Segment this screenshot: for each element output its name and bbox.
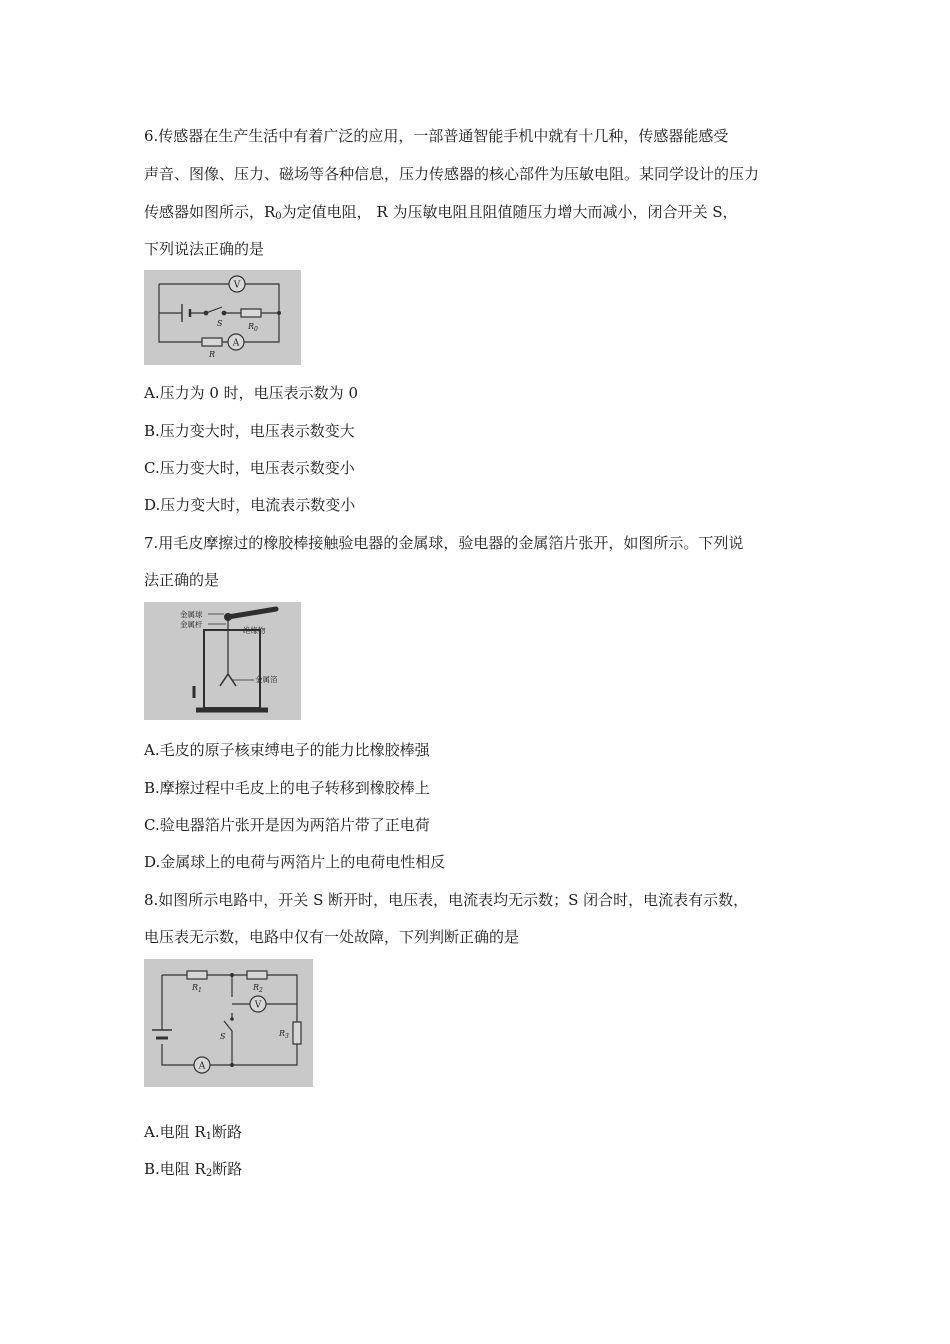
q6-stem-part-b: 为定值电阻， R 为压敏电阻且阻值随压力增大而减小，闭合开关 S， [281,203,738,221]
q7-option-b: B.摩擦过程中毛皮上的电子转移到橡胶棒上 [144,779,430,797]
q6-circuit-figure [144,270,301,365]
q8-option-b [144,1159,242,1184]
q8-option-b-text: B.电阻 R [144,1160,206,1178]
q6-stem-line-3 [144,202,738,227]
q6-ammeter-label: A [232,338,240,349]
q8-r3-label: $R_3$ [279,1029,289,1040]
q6-stem-line-2: 声音、图像、压力、磁场等各种信息，压力传感器的核心部件为压敏电阻。某同学设计的压力 [144,165,760,183]
q8-switch-label: S [220,1032,226,1041]
q8-voltmeter-label: V [254,1000,262,1011]
q8-r1-label: $R_1$ [192,983,202,994]
q6-stem-line-4: 下列说法正确的是 [144,240,265,258]
q6-voltmeter-label: V [233,280,241,291]
q7-option-d: D.金属球上的电荷与两箔片上的电荷电性相反 [144,853,446,871]
q8-option-a [144,1122,242,1147]
q6-option-d: D.压力变大时，电流表示数变小 [144,496,356,514]
q6-r0-label: $R_0$ [248,322,258,333]
q7-stem-line-1: 7.用毛皮摩擦过的橡胶棒接触验电器的金属球，验电器的金属箔片张开，如图所示。下列说 [144,534,744,552]
q8-option-a-end: 断路 [212,1123,243,1141]
q8-stem-line-1: 8.如图所示电路中，开关 S 断开时，电压表，电流表均无示数；S 闭合时，电流表有示数， [144,891,749,909]
q7-foil-label: 金属箔 [255,675,278,684]
q6-option-a: A.压力为 0 时，电压表示数为 0 [144,384,358,402]
q8-option-b-subscript: 2 [205,1168,213,1179]
q7-stem-line-2: 法正确的是 [144,571,220,589]
q8-circuit-figure [144,959,313,1087]
q6-stem-part-a: 传感器如图所示，R [144,203,276,221]
q7-ball-label: 金属球 [180,610,203,619]
q6-option-b: B.压力变大时，电压表示数变大 [144,422,355,440]
q8-option-b-end: 断路 [212,1160,243,1178]
q8-r2-label: $R_2$ [253,983,263,994]
q6-switch-label: S [217,319,223,328]
q6-option-c: C.压力变大时，电压表示数变小 [144,459,355,477]
q7-insulator-label: 绝缘物 [243,626,266,635]
q8-ammeter-label: A [198,1061,206,1072]
q7-option-c: C.验电器箔片张开是因为两箔片带了正电荷 [144,816,430,834]
q8-stem-line-2: 电压表无示数，电路中仅有一处故障，下列判断正确的是 [144,928,520,946]
q7-electroscope-figure [144,602,301,720]
q7-option-a: A.毛皮的原子核束缚电子的能力比橡胶棒强 [144,741,430,759]
q6-r-label: R [209,350,216,359]
q7-rod-label: 金属杆 [180,620,203,629]
q8-option-a-subscript: 1 [205,1131,213,1142]
q6-stem-line-1: 6.传感器在生产生活中有着广泛的应用，一部普通智能手机中就有十几种，传感器能感受 [144,127,729,145]
q8-option-a-text: A.电阻 R [144,1123,206,1141]
q6-subscript-0: 0 [275,211,282,222]
